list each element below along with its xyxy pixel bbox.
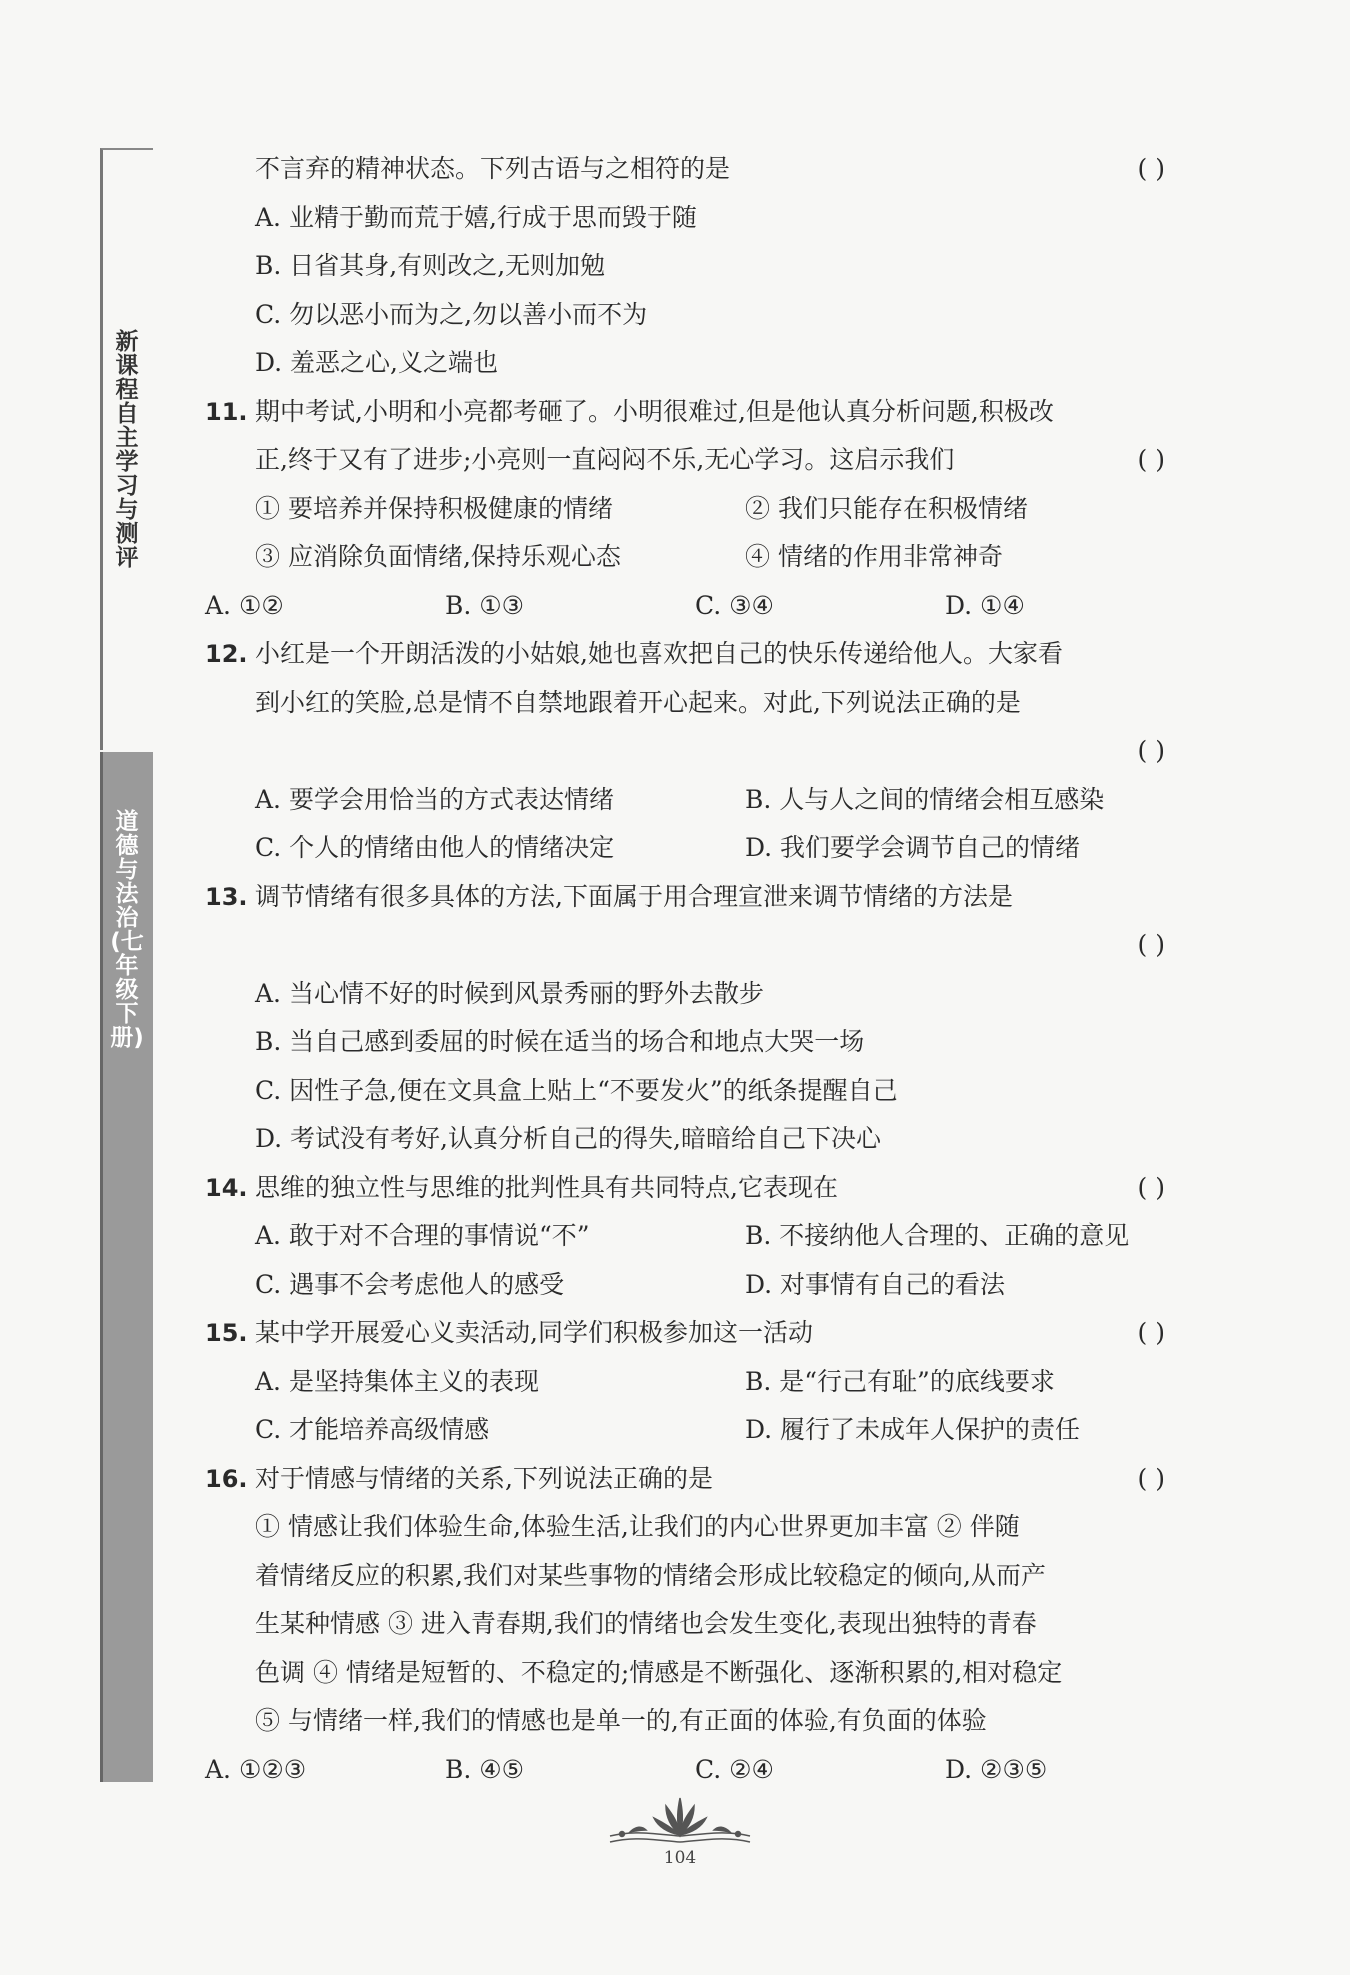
option-c: C. 遇事不会考虑他人的感受 (255, 1269, 565, 1299)
q15-options-row2 (205, 1406, 1165, 1455)
q11-statements-row2: ③ 应消除负面情绪,保持乐观心态 ④ 情绪的作用非常神奇 (255, 542, 1003, 571)
q16-stem: 16. 对于情感与情绪的关系,下列说法正确的是 ( ) (205, 1455, 1165, 1504)
q12-options-row1 (205, 776, 1165, 825)
q10-option-a: A. 业精于勤而荒于嬉,行成于思而毁于随 (255, 202, 697, 232)
option-c: C. 个人的情绪由他人的情绪决定 (255, 833, 615, 862)
option-a: A. 要学会用恰当的方式表达情绪 (255, 784, 614, 814)
q10-option-d: D. 羞恶之心,义之端也 (255, 348, 498, 377)
q16-options (205, 1746, 1165, 1795)
answer-bracket: ( ) (1137, 154, 1165, 183)
question-number: 15. (205, 1319, 248, 1347)
option-b: B. 人与人之间的情绪会相互感染 (745, 784, 1105, 814)
q12-stem-line1: 12. 小红是一个开朗活泼的小姑娘,她也喜欢把自己的快乐传递给他人。大家看 (205, 630, 1165, 679)
q14-options-row2 (205, 1261, 1165, 1310)
question-list (205, 145, 1165, 1794)
answer-bracket: ( ) (1137, 736, 1165, 765)
option-b: B. ①③ (445, 590, 525, 620)
option-d: D. ②③⑤ (945, 1754, 1048, 1784)
q13-option-b: B. 当自己感到委屈的时候在适当的场合和地点大哭一场 (255, 1027, 865, 1056)
q13-option-d: D. 考试没有考好,认真分析自己的得失,暗暗给自己下决心 (255, 1124, 881, 1153)
sidebar-book-title: 新课程自主学习与测评 (115, 329, 139, 571)
q12-stem-line2: 到小红的笑脸,总是情不自禁地跟着开心起来。对此,下列说法正确的是 (255, 687, 1021, 717)
sidebar-subject-title: 道德与法治(七年级下册) (110, 809, 144, 1051)
answer-bracket: ( ) (1137, 1318, 1165, 1347)
option-c: C. ③④ (695, 590, 774, 620)
question-number: 16. (205, 1464, 248, 1493)
page-number: 104 (663, 1848, 697, 1868)
option-c: C. ②④ (695, 1754, 774, 1784)
q16-statements-line3: 生某种情感 ③ 进入青春期,我们的情绪也会发生变化,表现出独特的青春 (255, 1609, 1037, 1638)
q13-option-a: A. 当心情不好的时候到风景秀丽的野外去散步 (255, 978, 764, 1008)
q10-stem: 不言弃的精神状态。下列古语与之相符的是 ( ) (205, 145, 1165, 194)
question-number: 13. (205, 882, 248, 911)
q11-options (205, 582, 1165, 631)
q11-statements-row1: ① 要培养并保持积极健康的情绪 ② 我们只能存在积极情绪 (255, 493, 1028, 523)
question-number: 11. (205, 397, 248, 426)
answer-bracket: ( ) (1137, 1172, 1165, 1202)
option-a: A. 是坚持集体主义的表现 (255, 1366, 539, 1396)
answer-bracket: ( ) (1137, 445, 1165, 474)
q13-bracket-line (205, 921, 1165, 970)
option-b: B. 不接纳他人合理的、正确的意见 (745, 1221, 1130, 1250)
q14-stem: 14. 思维的独立性与思维的批判性具有共同特点,它表现在 ( ) (205, 1164, 1165, 1213)
q13-option-c: C. 因性子急,便在文具盒上贴上“不要发火”的纸条提醒自己 (255, 1075, 898, 1105)
option-a: A. ①② (205, 590, 284, 620)
q15-stem: 15. 某中学开展爱心义卖活动,同学们积极参加这一活动 ( ) (205, 1309, 1165, 1358)
answer-bracket: ( ) (1137, 1463, 1165, 1493)
option-d: D. 履行了未成年人保护的责任 (745, 1415, 1081, 1444)
leaf-ornament-icon (600, 1790, 760, 1850)
q10-option-c: C. 勿以恶小而为之,勿以善小而不为 (255, 299, 648, 329)
q12-bracket-line (205, 727, 1165, 776)
q16-statements-line2: 着情绪反应的积累,我们对某些事物的情绪会形成比较稳定的倾向,从而产 (255, 1560, 1046, 1590)
q16-statements-line1: ① 情感让我们体验生命,体验生活,让我们的内心世界更加丰富 ② 伴随 (255, 1512, 1020, 1541)
question-number: 14. (205, 1173, 248, 1202)
q16-statements-line4: 色调 ④ 情绪是短暂的、不稳定的;情感是不断强化、逐渐积累的,相对稳定 (255, 1657, 1063, 1687)
option-d: D. 对事情有自己的看法 (745, 1269, 1006, 1299)
option-a: A. ①②③ (205, 1754, 307, 1784)
option-a: A. 敢于对不合理的事情说“不” (255, 1221, 590, 1250)
question-number: 12. (205, 640, 248, 668)
option-d: D. ①④ (945, 590, 1025, 620)
q14-options-row1 (205, 1212, 1165, 1261)
q11-stem-line2: 正,终于又有了进步;小亮则一直闷闷不乐,无心学习。这启示我们 ( ) (205, 436, 1165, 485)
option-c: C. 才能培养高级情感 (255, 1415, 490, 1444)
q15-options-row1 (205, 1358, 1165, 1407)
q16-statements-line5: ⑤ 与情绪一样,我们的情感也是单一的,有正面的体验,有负面的体验 (255, 1706, 987, 1735)
option-b: B. 是“行己有耻”的底线要求 (745, 1366, 1055, 1396)
answer-bracket: ( ) (1137, 930, 1165, 959)
option-b: B. ④⑤ (445, 1754, 525, 1784)
q12-options-row2 (205, 824, 1165, 873)
q11-stem-line1: 11. 期中考试,小明和小亮都考砸了。小明很难过,但是他认真分析问题,积极改 (205, 388, 1165, 437)
option-d: D. 我们要学会调节自己的情绪 (745, 833, 1081, 862)
q13-stem-line1: 13. 调节情绪有很多具体的方法,下面属于用合理宣泄来调节情绪的方法是 (205, 873, 1165, 922)
q10-option-b: B. 日省其身,有则改之,无则加勉 (255, 251, 606, 280)
